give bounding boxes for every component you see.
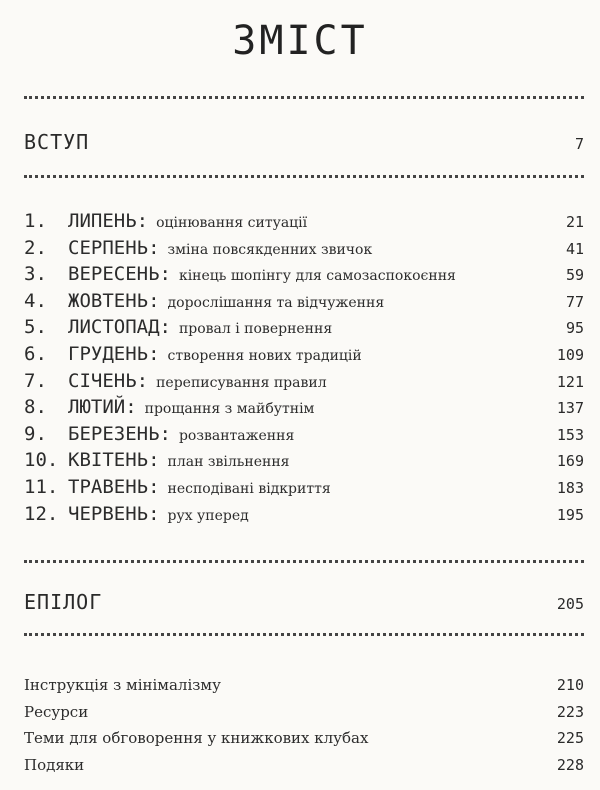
chapter-page-number: 137 [556,399,584,418]
chapter-number: 10. [24,449,59,472]
chapter-month: ГРУДЕНЬ: [68,343,160,365]
chapter-description: створення нових традицій [167,348,362,364]
chapter-month: ТРАВЕНЬ: [68,476,160,498]
extra-title: Подяки [24,755,85,774]
intro-page-number: 7 [574,135,584,153]
chapter-number: 12. [24,502,59,525]
chapter-number: 4. [24,289,47,312]
chapter-month: ЛИСТОПАД: [68,316,171,339]
toc-entry-chapter[interactable] [24,476,584,498]
toc-entry-chapter[interactable] [24,370,584,392]
toc-entry-chapter[interactable] [24,263,584,285]
chapter-page-number: 41 [565,239,584,258]
toc-entry-chapter[interactable] [24,423,584,445]
chapter-description: переписування правил [156,374,327,391]
chapter-number: 11. [24,476,59,498]
toc-entry-chapter[interactable] [24,343,584,365]
chapter-description: прощання з майбутнім [144,401,315,418]
extra-page-number: 225 [556,729,584,747]
chapter-description: план звільнення [167,454,290,471]
chapter-month: ЛЮТИЙ: [68,396,137,419]
extra-page-number: 210 [556,676,584,694]
toc-entry-extra[interactable] [24,676,584,694]
page-title: ЗМІСТ [232,18,368,64]
chapter-number: 9. [24,422,47,445]
chapter-number: 1. [24,210,47,232]
chapter-description: розвантаження [178,427,295,444]
chapter-description: провал і повернення [178,321,333,338]
chapter-page-number: 77 [565,292,584,311]
chapter-page-number: 59 [565,266,584,285]
toc-entry-extra[interactable] [24,729,584,747]
toc-entry-chapter[interactable] [24,290,584,312]
chapter-month: ЛИПЕНЬ: [68,210,149,232]
chapter-month: КВІТЕНЬ: [68,449,160,472]
chapter-page-number: 183 [556,479,584,497]
chapter-page-number: 195 [556,505,584,524]
chapter-description: зміна повсякденних звичок [167,241,373,258]
chapter-month: ВЕРЕСЕНЬ: [68,263,171,286]
toc-entry-chapter[interactable] [24,449,584,471]
chapter-number: 5. [24,316,47,339]
dotted-divider [24,96,584,99]
extra-title: Інструкція з мінімалізму [24,676,221,694]
extra-title: Теми для обговорення у книжкових клубах [24,729,369,747]
chapter-page-number: 121 [556,372,584,391]
extra-title: Ресурси [24,702,89,721]
chapter-number: 6. [24,343,47,365]
toc-entry-intro[interactable] [24,130,584,154]
chapter-description: несподівані відкриття [167,481,331,497]
chapter-page-number: 153 [556,425,584,444]
chapter-number: 2. [24,236,47,259]
epilogue-page-number: 205 [556,595,584,613]
chapter-page-number: 21 [565,213,584,231]
chapter-page-number: 95 [565,319,584,338]
toc-entry-chapter[interactable] [24,503,584,525]
chapter-month: ЖОВТЕНЬ: [68,289,160,312]
chapter-page-number: 169 [556,452,584,471]
toc-entry-epilogue[interactable] [24,590,584,614]
chapter-description: оцінювання ситуації [156,215,308,231]
chapter-month: БЕРЕЗЕНЬ: [68,422,171,445]
chapter-month: СЕРПЕНЬ: [68,236,160,259]
chapter-description: дорослішання та відчуження [167,294,385,311]
chapter-month: ЧЕРВЕНЬ: [68,502,160,525]
dotted-divider [24,175,584,178]
intro-title: ВСТУП [24,130,90,154]
extra-page-number: 223 [556,702,584,721]
chapter-month: СІЧЕНЬ: [68,369,149,392]
chapter-description: рух уперед [167,507,249,524]
epilogue-title: ЕПІЛОГ [24,590,103,614]
chapter-number: 7. [24,369,47,392]
toc-entry-extra[interactable] [24,703,584,721]
toc-entry-chapter[interactable] [24,396,584,418]
chapter-number: 3. [24,263,47,286]
chapter-number: 8. [24,396,47,419]
toc-entry-chapter[interactable] [24,316,584,338]
dotted-divider [24,560,584,563]
toc-entry-chapter[interactable] [24,237,584,259]
chapter-description: кінець шопінгу для самозаспокоєння [178,268,456,285]
toc-entry-chapter[interactable] [24,210,584,232]
toc-entry-extra[interactable] [24,756,584,774]
extra-page-number: 228 [556,755,584,774]
dotted-divider [24,633,584,636]
chapter-page-number: 109 [556,346,584,364]
